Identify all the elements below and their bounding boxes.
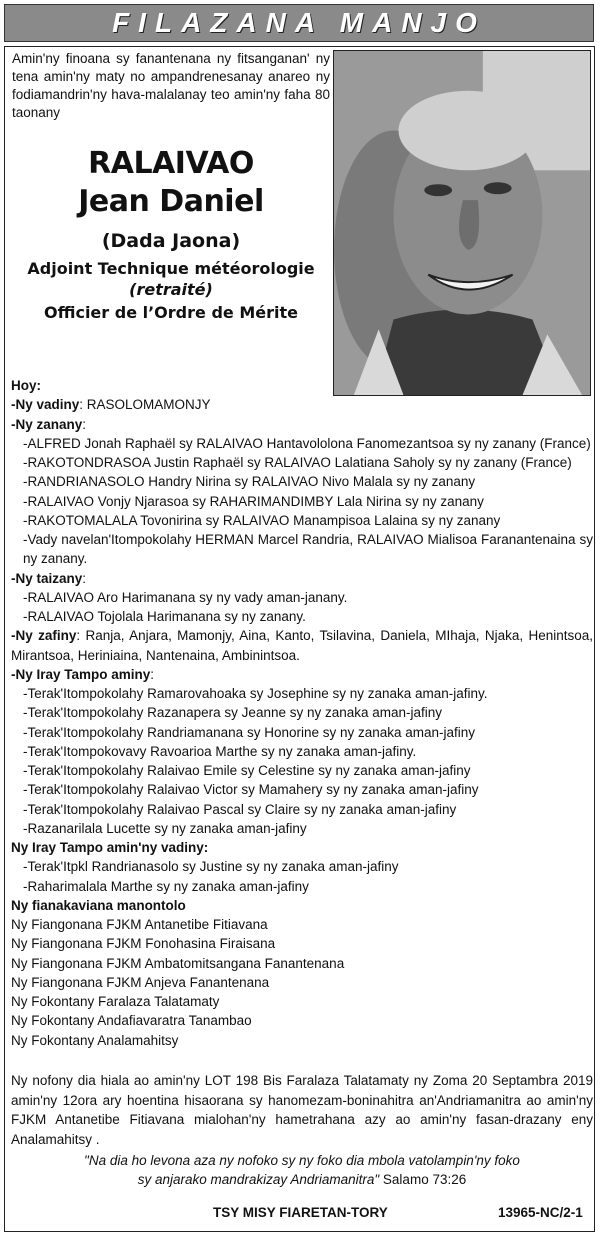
intro-paragraph: Amin'ny finoana sy fanantenana ny fitsanganan' ny tena amin'ny maty no ampandrenesanay anareo ny fodiamandrin'ny hava-malalanay teo amin'ny faha 80 taonany [12, 51, 330, 120]
list-item: -Terak'Itompokolahy Ralaivao Emile sy Celestine sy ny zanaka aman-jafiny [23, 763, 471, 778]
deceased-given-name: Jean Daniel [78, 184, 264, 219]
foster-label: -Ny taizany [11, 570, 83, 586]
siblings-heading [11, 665, 593, 684]
foster-heading [11, 569, 593, 588]
deceased-name-block [12, 140, 330, 323]
list-item: -Raharimalala Marthe sy ny zanaka aman-jafiny [23, 878, 309, 894]
list-item: -RANDRIANASOLO Handry Nirina sy RALAIVAO Nivo Malala sy ny zanany [23, 474, 476, 490]
family-section [11, 376, 593, 1050]
grandchildren-line [11, 626, 593, 665]
funeral-details: Ny nofony dia hiala ao amin'ny LOT 198 Bis Faralaza Talatamaty ny Zoma 20 Septambra 2019 amin'ny 12ora ary hoentina hisaorana sy hanomezam-boninahitra an'Andriamanitra ao amin'ny FJKM Antanetibe Fitiavana mialohan'ny hametrahana azy ao amin'ny fasan-drazany eny Analamahitsy . [11, 1073, 593, 1147]
quote-line-1: "Na dia ho levona aza ny nofoko sy ny foko dia mbola vatolampin'ny foko [84, 1153, 520, 1168]
grandchildren-label: -Ny zafiny [11, 628, 77, 644]
list-item: -Terak'Itompokolahy Ralaivao Victor sy Mamahery sy ny zanaka aman-jafiny [23, 782, 479, 798]
list-item: Ny Fokontany Analamahitsy [11, 1032, 179, 1048]
list-item: -RALAIVAO Tojolala Harimanana sy ny zanany. [23, 609, 306, 624]
list-item: Ny Fiangonana FJKM Antanetibe Fitiavana [11, 917, 268, 932]
scripture-quote [11, 1151, 593, 1189]
portrait-photo [333, 50, 591, 396]
spouse-line [11, 395, 593, 414]
list-item: -Terak'Itompokolahy Randriamanana sy Honorine sy ny zanaka aman-jafiny [23, 724, 476, 740]
list-item: -RAKOTOMALALA Tovonirina sy RALAIVAO Manampisoa Lalaina sy ny zanany [23, 512, 501, 528]
spouse-value: : RASOLOMAMONJY [79, 397, 211, 413]
footer-notice: TSY MISY FIARETAN-TORY [213, 1205, 388, 1220]
list-item: -Terak'Itompokovavy Ravoarioa Marthe sy ny zanaka aman-jafiny. [23, 743, 417, 759]
list-item: -RALAIVAO Aro Harimanana sy ny vady aman-janany. [23, 589, 348, 605]
grandchildren-value: : Ranja, Anjara, Mamonjy, Aina, Kanto, Tsilavina, Daniela, MIhaja, Njaka, Henintsoa, Mirantsoa, Heriniaina, Nantenaina, Ambinintsoa. [11, 628, 594, 663]
portrait-illustration [334, 51, 590, 395]
children-colon: : [82, 416, 87, 432]
quote-reference: Salamo 73:26 [379, 1172, 467, 1187]
list-item: -Terak'Itompokolahy Razanapera sy Jeanne sy ny zanaka aman-jafiny [23, 705, 443, 721]
spouse-label: -Ny vadiny [11, 397, 80, 413]
list-item: -Vady navelan'Itompokolahy HERMAN Marcel Randria, RALAIVAO Mialisoa Faranantenaina sy ny zanany. [23, 532, 593, 567]
list-item: Ny Fiangonana FJKM Fonohasina Firaisana [11, 936, 276, 952]
quote-line-2: sy anjarako mandrakizay Andriamanitra" [137, 1172, 380, 1187]
foster-colon: : [82, 570, 87, 586]
spouse-siblings-heading: Ny Iray Tampo amin'ny vadiny: [11, 840, 209, 855]
list-item: -ALFRED Jonah Raphaël sy RALAIVAO Hantavololona Fanomezantsoa sy ny zanany (France) [23, 435, 591, 451]
list-item: Ny Fiangonana FJKM Anjeva Fanantenana [11, 974, 270, 990]
footer-reference-code: 13965-NC/2-1 [498, 1205, 583, 1220]
deceased-surname: RALAIVAO [88, 146, 254, 181]
list-item: -Razanarilala Lucette sy ny zanaka aman-jafiny [23, 820, 307, 836]
deceased-role: Adjoint Technique météorologie [27, 259, 315, 278]
children-label: -Ny zanany [11, 416, 83, 432]
deceased-distinction: Officier de l’Ordre de Mérite [44, 303, 298, 322]
deceased-role-note: (retraité) [129, 280, 213, 299]
list-item: Ny Fokontany Faralaza Talatamaty [11, 994, 220, 1009]
list-item: -Terak'Itompokolahy Ralaivao Pascal sy Claire sy ny zanaka aman-jafiny [23, 801, 457, 817]
header-banner [4, 4, 594, 42]
list-item: -Terak'Itompokolahy Ramarovahoaka sy Josephine sy ny zanaka aman-jafiny. [23, 686, 488, 701]
list-item: -RAKOTONDRASOA Justin Raphaël sy RALAIVAO Lalatiana Saholy sy ny zanany (France) [23, 455, 572, 470]
list-item: Ny Fiangonana FJKM Ambatomitsangana Fanantenana [11, 955, 345, 971]
list-item: Ny Fokontany Andafiavaratra Tanambao [11, 1013, 252, 1029]
list-item: -Terak'Itpkl Randrianasolo sy Justine sy ny zanaka aman-jafiny [23, 859, 399, 875]
deceased-nickname: (Dada Jaona) [101, 230, 241, 252]
hoy-heading: Hoy: [11, 378, 41, 393]
extended-family-heading: Ny fianakaviana manontolo [11, 897, 186, 913]
list-item: -RALAIVAO Vonjy Njarasoa sy RAHARIMANDIMBY Lala Nirina sy ny zanany [23, 493, 484, 509]
siblings-colon: : [150, 666, 155, 682]
banner-title: FILAZANA MANJO [112, 7, 486, 38]
siblings-label: -Ny Iray Tampo aminy [11, 666, 151, 682]
children-heading [11, 415, 593, 434]
